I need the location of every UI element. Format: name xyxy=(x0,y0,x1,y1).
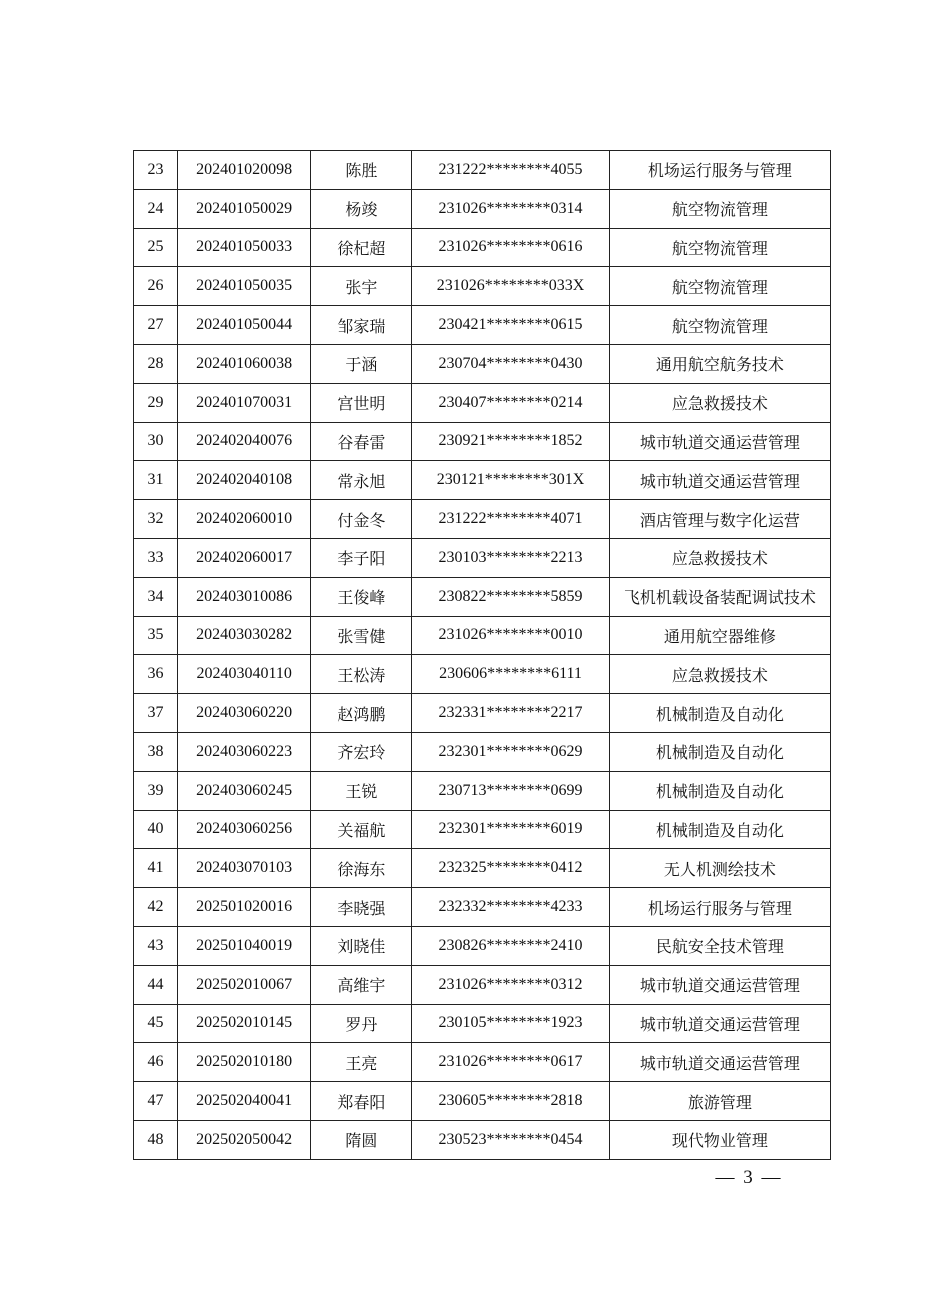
student-id-cell: 202501040019 xyxy=(178,926,311,965)
id-card-cell: 232301********6019 xyxy=(412,810,609,849)
row-number-cell: 36 xyxy=(134,655,178,694)
major-cell: 应急救援技术 xyxy=(609,383,830,422)
student-name-cell: 高维宇 xyxy=(311,965,412,1004)
student-roster-table xyxy=(133,150,831,1160)
table-row xyxy=(134,267,831,306)
student-name-cell: 常永旭 xyxy=(311,461,412,500)
student-name-cell: 王亮 xyxy=(311,1043,412,1082)
row-number-cell: 43 xyxy=(134,926,178,965)
major-cell: 应急救援技术 xyxy=(609,538,830,577)
student-id-cell: 202401070031 xyxy=(178,383,311,422)
id-card-cell: 230605********2818 xyxy=(412,1082,609,1121)
id-card-cell: 230105********1923 xyxy=(412,1004,609,1043)
id-card-cell: 231222********4055 xyxy=(412,151,609,190)
row-number-cell: 39 xyxy=(134,771,178,810)
student-name-cell: 邹家瑞 xyxy=(311,306,412,345)
table-row xyxy=(134,422,831,461)
row-number-cell: 37 xyxy=(134,694,178,733)
table-row xyxy=(134,965,831,1004)
student-id-cell: 202403040110 xyxy=(178,655,311,694)
page-number: — 3 — xyxy=(715,1167,783,1188)
student-id-cell: 202402040076 xyxy=(178,422,311,461)
student-id-cell: 202403030282 xyxy=(178,616,311,655)
id-card-cell: 232301********0629 xyxy=(412,732,609,771)
student-id-cell: 202403010086 xyxy=(178,577,311,616)
major-cell: 城市轨道交通运营管理 xyxy=(609,461,830,500)
table-row xyxy=(134,1004,831,1043)
row-number-cell: 35 xyxy=(134,616,178,655)
table-row xyxy=(134,228,831,267)
table-row xyxy=(134,1120,831,1159)
row-number-cell: 33 xyxy=(134,538,178,577)
student-name-cell: 罗丹 xyxy=(311,1004,412,1043)
table-row xyxy=(134,1082,831,1121)
student-name-cell: 齐宏玲 xyxy=(311,732,412,771)
student-name-cell: 刘晓佳 xyxy=(311,926,412,965)
row-number-cell: 24 xyxy=(134,189,178,228)
major-cell: 机场运行服务与管理 xyxy=(609,151,830,190)
student-id-cell: 202403060220 xyxy=(178,694,311,733)
id-card-cell: 230921********1852 xyxy=(412,422,609,461)
table-row xyxy=(134,500,831,539)
student-id-cell: 202402040108 xyxy=(178,461,311,500)
student-name-cell: 李子阳 xyxy=(311,538,412,577)
major-cell: 民航安全技术管理 xyxy=(609,926,830,965)
table-row xyxy=(134,189,831,228)
major-cell: 机械制造及自动化 xyxy=(609,732,830,771)
student-name-cell: 谷春雷 xyxy=(311,422,412,461)
table-row xyxy=(134,810,831,849)
major-cell: 通用航空器维修 xyxy=(609,616,830,655)
student-id-cell: 202403060223 xyxy=(178,732,311,771)
student-name-cell: 杨竣 xyxy=(311,189,412,228)
major-cell: 机场运行服务与管理 xyxy=(609,888,830,927)
row-number-cell: 40 xyxy=(134,810,178,849)
student-id-cell: 202502040041 xyxy=(178,1082,311,1121)
table-row xyxy=(134,655,831,694)
id-card-cell: 232331********2217 xyxy=(412,694,609,733)
id-card-cell: 231026********0616 xyxy=(412,228,609,267)
roster-body xyxy=(134,151,831,1160)
major-cell: 飞机机载设备装配调试技术 xyxy=(609,577,830,616)
id-card-cell: 231026********0314 xyxy=(412,189,609,228)
id-card-cell: 230121********301X xyxy=(412,461,609,500)
student-id-cell: 202502010145 xyxy=(178,1004,311,1043)
id-card-cell: 230704********0430 xyxy=(412,344,609,383)
student-id-cell: 202401050029 xyxy=(178,189,311,228)
major-cell: 机械制造及自动化 xyxy=(609,771,830,810)
student-name-cell: 隋圆 xyxy=(311,1120,412,1159)
row-number-cell: 26 xyxy=(134,267,178,306)
row-number-cell: 30 xyxy=(134,422,178,461)
major-cell: 现代物业管理 xyxy=(609,1120,830,1159)
id-card-cell: 232325********0412 xyxy=(412,849,609,888)
student-id-cell: 202403060245 xyxy=(178,771,311,810)
id-card-cell: 231026********0312 xyxy=(412,965,609,1004)
student-id-cell: 202401050035 xyxy=(178,267,311,306)
major-cell: 机械制造及自动化 xyxy=(609,694,830,733)
student-name-cell: 王松涛 xyxy=(311,655,412,694)
student-id-cell: 202401050033 xyxy=(178,228,311,267)
row-number-cell: 45 xyxy=(134,1004,178,1043)
student-name-cell: 张雪健 xyxy=(311,616,412,655)
row-number-cell: 47 xyxy=(134,1082,178,1121)
row-number-cell: 38 xyxy=(134,732,178,771)
major-cell: 城市轨道交通运营管理 xyxy=(609,1004,830,1043)
table-row xyxy=(134,306,831,345)
student-name-cell: 王俊峰 xyxy=(311,577,412,616)
table-row xyxy=(134,1043,831,1082)
row-number-cell: 29 xyxy=(134,383,178,422)
id-card-cell: 230523********0454 xyxy=(412,1120,609,1159)
student-id-cell: 202401050044 xyxy=(178,306,311,345)
row-number-cell: 42 xyxy=(134,888,178,927)
student-name-cell: 宫世明 xyxy=(311,383,412,422)
student-name-cell: 于涵 xyxy=(311,344,412,383)
major-cell: 城市轨道交通运营管理 xyxy=(609,422,830,461)
table-row xyxy=(134,849,831,888)
row-number-cell: 34 xyxy=(134,577,178,616)
student-name-cell: 李晓强 xyxy=(311,888,412,927)
row-number-cell: 32 xyxy=(134,500,178,539)
major-cell: 通用航空航务技术 xyxy=(609,344,830,383)
major-cell: 酒店管理与数字化运营 xyxy=(609,500,830,539)
id-card-cell: 231026********033X xyxy=(412,267,609,306)
table-row xyxy=(134,694,831,733)
table-row xyxy=(134,616,831,655)
table-row xyxy=(134,732,831,771)
major-cell: 城市轨道交通运营管理 xyxy=(609,965,830,1004)
student-id-cell: 202401060038 xyxy=(178,344,311,383)
table-row xyxy=(134,577,831,616)
table-row xyxy=(134,771,831,810)
id-card-cell: 231222********4071 xyxy=(412,500,609,539)
id-card-cell: 230606********6111 xyxy=(412,655,609,694)
student-id-cell: 202402060010 xyxy=(178,500,311,539)
row-number-cell: 31 xyxy=(134,461,178,500)
major-cell: 应急救援技术 xyxy=(609,655,830,694)
row-number-cell: 28 xyxy=(134,344,178,383)
major-cell: 城市轨道交通运营管理 xyxy=(609,1043,830,1082)
major-cell: 无人机测绘技术 xyxy=(609,849,830,888)
major-cell: 航空物流管理 xyxy=(609,306,830,345)
id-card-cell: 231026********0010 xyxy=(412,616,609,655)
table-row xyxy=(134,461,831,500)
row-number-cell: 27 xyxy=(134,306,178,345)
table-row xyxy=(134,151,831,190)
student-name-cell: 徐海东 xyxy=(311,849,412,888)
student-name-cell: 张宇 xyxy=(311,267,412,306)
id-card-cell: 230421********0615 xyxy=(412,306,609,345)
table-row xyxy=(134,344,831,383)
id-card-cell: 230822********5859 xyxy=(412,577,609,616)
row-number-cell: 41 xyxy=(134,849,178,888)
id-card-cell: 230826********2410 xyxy=(412,926,609,965)
row-number-cell: 44 xyxy=(134,965,178,1004)
table-row xyxy=(134,538,831,577)
major-cell: 旅游管理 xyxy=(609,1082,830,1121)
student-id-cell: 202501020016 xyxy=(178,888,311,927)
id-card-cell: 231026********0617 xyxy=(412,1043,609,1082)
student-id-cell: 202403070103 xyxy=(178,849,311,888)
student-name-cell: 关福航 xyxy=(311,810,412,849)
student-id-cell: 202402060017 xyxy=(178,538,311,577)
student-name-cell: 王锐 xyxy=(311,771,412,810)
student-name-cell: 付金冬 xyxy=(311,500,412,539)
table-row xyxy=(134,926,831,965)
major-cell: 航空物流管理 xyxy=(609,189,830,228)
student-id-cell: 202502010067 xyxy=(178,965,311,1004)
student-name-cell: 陈胜 xyxy=(311,151,412,190)
row-number-cell: 48 xyxy=(134,1120,178,1159)
student-name-cell: 赵鸿鹏 xyxy=(311,694,412,733)
id-card-cell: 230103********2213 xyxy=(412,538,609,577)
student-id-cell: 202403060256 xyxy=(178,810,311,849)
row-number-cell: 23 xyxy=(134,151,178,190)
major-cell: 机械制造及自动化 xyxy=(609,810,830,849)
student-name-cell: 郑春阳 xyxy=(311,1082,412,1121)
student-id-cell: 202401020098 xyxy=(178,151,311,190)
id-card-cell: 232332********4233 xyxy=(412,888,609,927)
id-card-cell: 230407********0214 xyxy=(412,383,609,422)
id-card-cell: 230713********0699 xyxy=(412,771,609,810)
student-name-cell: 徐杞超 xyxy=(311,228,412,267)
row-number-cell: 46 xyxy=(134,1043,178,1082)
major-cell: 航空物流管理 xyxy=(609,267,830,306)
major-cell: 航空物流管理 xyxy=(609,228,830,267)
student-id-cell: 202502050042 xyxy=(178,1120,311,1159)
student-id-cell: 202502010180 xyxy=(178,1043,311,1082)
table-row xyxy=(134,888,831,927)
table-row xyxy=(134,383,831,422)
row-number-cell: 25 xyxy=(134,228,178,267)
